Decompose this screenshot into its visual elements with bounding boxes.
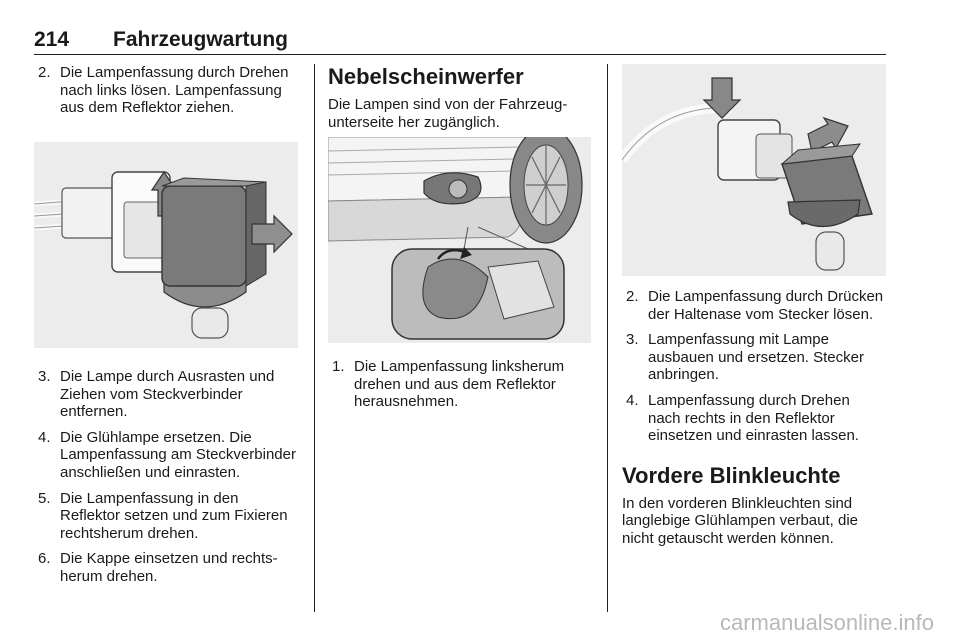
column-1-steps bbox=[34, 368, 298, 594]
step-number: 2. bbox=[626, 288, 639, 305]
column-2-steps bbox=[328, 358, 590, 419]
step-number: 4. bbox=[38, 428, 51, 446]
chapter-title: Fahrzeugwartung bbox=[113, 28, 289, 51]
fog-lamp-icon bbox=[328, 137, 591, 343]
section-paragraph: In den vorderen Blinkleuchten sind langlebige Glühlampen verbaut, die nicht getauscht werden können. bbox=[622, 494, 858, 547]
step-text: Die Lampenfassung durch Drücken der Haltenase vom Stecker lösen. bbox=[648, 288, 884, 323]
step-text: Die Lampenfassung durch Drehen nach links lösen. Lampenfassung aus dem Reflektor ziehen. bbox=[60, 64, 289, 117]
step-number: 5. bbox=[38, 489, 51, 507]
step-item bbox=[34, 64, 298, 117]
column-divider bbox=[607, 64, 608, 612]
connector-release-illustration bbox=[622, 64, 886, 276]
step-item bbox=[34, 490, 298, 543]
step-text: Lampenfassung mit Lampe ausbauen und ersetzen. Stecker anbringen. bbox=[648, 331, 864, 384]
watermark: carmanualsonline.info bbox=[719, 610, 934, 635]
page-number: 214 bbox=[34, 28, 70, 51]
fog-lamp-location-illustration bbox=[328, 137, 591, 343]
page-header bbox=[34, 28, 886, 55]
bulb-socket-removal-illustration bbox=[34, 142, 298, 348]
step-text: Die Lampenfassung linksherum drehen und aus dem Reflektor herausnehmen. bbox=[354, 358, 565, 411]
connector-icon bbox=[622, 64, 886, 276]
step-text: Die Glühlampe ersetzen. Die Lampenfassung am Steckverbinder anschließen und einrasten. bbox=[60, 428, 296, 481]
step-item bbox=[622, 331, 886, 384]
section-heading: Vordere Blinkleuchte bbox=[622, 462, 841, 488]
step-text: Die Lampenfassung in den Reflektor setzen und zum Fixieren rechtsherum drehen. bbox=[60, 489, 288, 542]
step-item bbox=[34, 429, 298, 482]
step-text: Die Kappe einsetzen und rechtsherum drehen. bbox=[60, 550, 278, 585]
step-number: 6. bbox=[38, 550, 51, 568]
step-item bbox=[622, 288, 886, 323]
step-number: 3. bbox=[38, 368, 51, 385]
step-text: Lampenfassung durch Drehen nach rechts in den Reflektor einsetzen und einrasten lassen. bbox=[648, 391, 859, 445]
column-divider bbox=[314, 64, 315, 612]
step-number: 1. bbox=[332, 358, 345, 375]
column-2 bbox=[328, 64, 590, 131]
column-3 bbox=[622, 288, 886, 548]
section-heading: Nebelscheinwerfer bbox=[328, 64, 524, 89]
step-item bbox=[34, 368, 298, 421]
step-number: 2. bbox=[38, 64, 51, 81]
step-item bbox=[34, 550, 298, 585]
intro-paragraph: Die Lampen sind von der Fahrzeugunterseite her zugänglich. bbox=[328, 96, 568, 131]
step-item bbox=[622, 392, 886, 445]
step-text: Die Lampe durch Ausrasten und Ziehen vom Steckverbinder entfernen. bbox=[60, 368, 275, 421]
column-1 bbox=[34, 64, 298, 125]
bulb-socket-icon bbox=[34, 142, 298, 348]
step-item bbox=[328, 358, 590, 411]
step-number: 3. bbox=[626, 331, 639, 349]
step-number: 4. bbox=[626, 391, 639, 409]
